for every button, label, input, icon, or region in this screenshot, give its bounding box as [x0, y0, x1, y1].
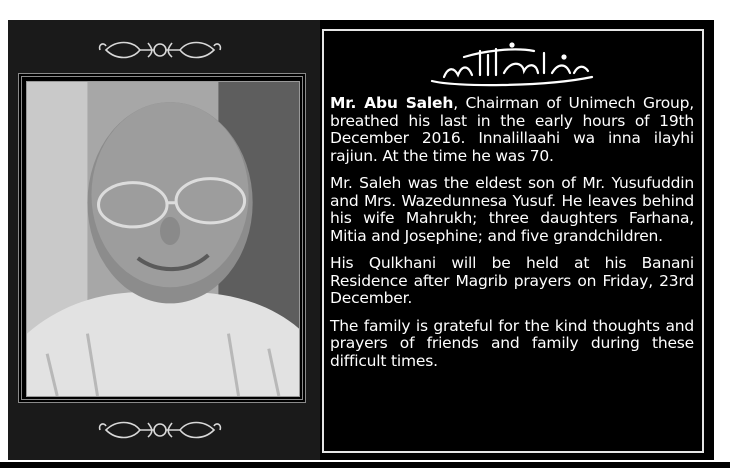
obituary-notice: [8, 20, 714, 460]
obituary-paragraph-3: His Qulkhani will be held at his Banani Residence after Magrib prayers on Friday, 23rd December.: [330, 254, 694, 307]
obituary-paragraph-2: Mr. Saleh was the eldest son of Mr. Yusufuddin and Mrs. Wazedunnesa Yusuf. He leaves behind his wife Mahrukh; three daughters Farhana, Mitia and Josephine; and five grandchildren.: [330, 174, 694, 245]
obituary-body: [330, 95, 694, 380]
portrait-illustration: [27, 82, 299, 396]
portrait-photo: [26, 81, 300, 397]
obituary-paragraph-1: [330, 95, 694, 165]
obituary-paragraph-4: The family is grateful for the kind thoughts and prayers of friends and family during these difficult times.: [330, 316, 694, 370]
bismillah-calligraphy-icon: [424, 37, 599, 91]
scroll-ornament-icon: [96, 38, 224, 62]
scroll-ornament-icon: [96, 418, 224, 442]
obituary-text-panel: [322, 29, 704, 453]
paragraph-1-text: , Chairman of Unimech Group, breathed his last in the early hours of 19th December 2016. Innalillaahi wa inna ilayhi rajiun. At the time he was 70.: [330, 94, 694, 165]
bottom-border: [0, 462, 730, 468]
photo-panel: [8, 20, 320, 460]
deceased-name: Mr. Abu Saleh: [330, 94, 454, 112]
portrait-frame: [18, 73, 306, 403]
